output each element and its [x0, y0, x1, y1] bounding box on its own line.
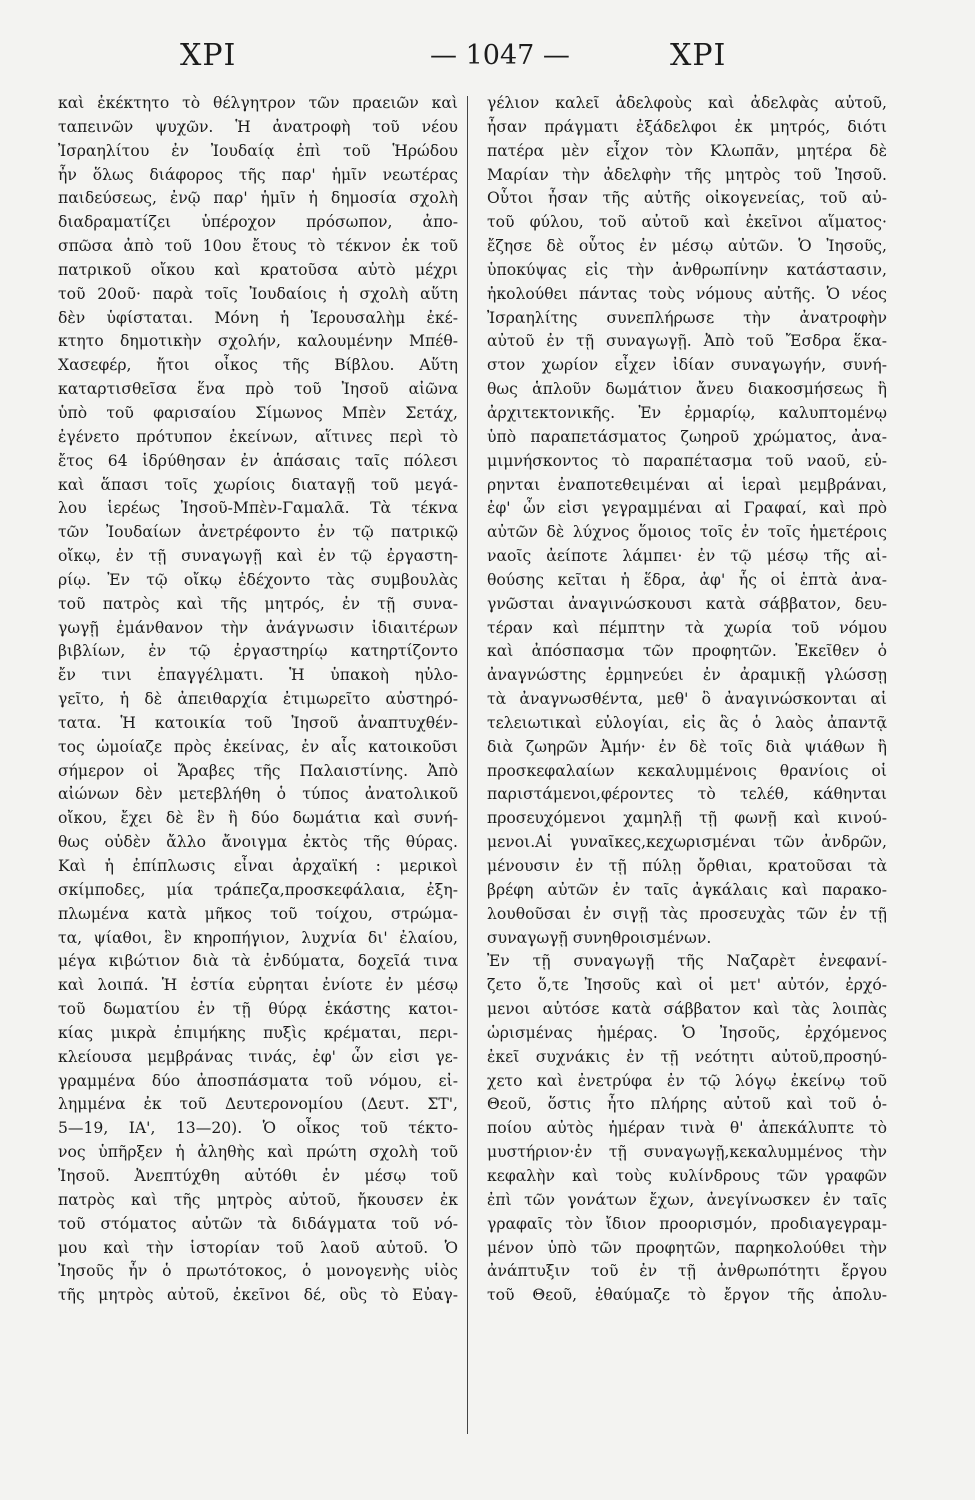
text-line: καὶ ἅπασι τοῖς χωρίοις διαταγῇ τοῦ μεγά-: [58, 475, 458, 494]
text-line: καὶ λοιπά. Ἡ ἑστία εὑρηται ἐνίοτε ἐν μέσῳ: [58, 976, 458, 995]
text-line: μένουσιν ἐν τῇ πύλῃ ὄρθιαι, κρατοῦσαι τὰ: [487, 857, 887, 875]
text-line: ρηνται ἐναποτεθειμέναι αἱ ἱεραὶ μεμβράναι,: [487, 475, 887, 494]
text-line: Ἰησοῦ. Ἀνεπτύχθη αὐτόθι ἐν μέσῳ τοῦ: [58, 1166, 458, 1185]
text-line: μενοι.Αἱ γυναῖκες,κεχωρισμέναι τῶν ἀνδρῶν,: [487, 833, 887, 852]
text-line: ἦσαν πράγματι ἐξάδελφοι ἐκ μητρός, διότι: [487, 117, 887, 136]
text-line: σήμερον οἱ Ἄραβες τῆς Παλαιστίνης. Ἀπὸ: [58, 761, 458, 780]
left-text-column: [58, 92, 458, 1308]
text-line: καταρτισθεῖσα ἕνα πρὸ τοῦ Ἰησοῦ αἰῶνα: [58, 380, 458, 399]
text-line: Ἰσραηλίτης συνεπλήρωσε τὴν ἀνατροφὴν: [487, 308, 887, 327]
text-line: Ἐν τῇ συναγωγῇ τῆς Ναζαρὲτ ἐνεφανί-: [487, 952, 887, 971]
text-line: αὐτοῦ ἐν τῇ συναγωγῇ. Ἀπὸ τοῦ Ἔσδρα ἕκα-: [487, 332, 887, 351]
text-line: διαδραματίζει ὑπέροχον πρόσωπον, ἀπο-: [58, 213, 458, 232]
text-line: τοῦ φύλου, τοῦ αὐτοῦ καὶ ἐκεῖνοι αἵματος·: [487, 213, 887, 232]
text-line: μέγα κιβώτιον διὰ τὰ ἐνδύματα, δοχεῖά τινα: [58, 952, 458, 971]
text-line: τος ὡμοίαζε πρὸς ἐκείνας, ἐν αἷς κατοικοῦσι: [58, 737, 458, 756]
text-line: ἐφ' ὧν εἰσι γεγραμμέναι αἱ Γραφαί, καὶ πρὸ: [487, 499, 887, 518]
running-header: [60, 38, 920, 88]
text-line: παριστάμενοι,φέροντες τὸ τελέθ, κάθηνται: [487, 785, 887, 804]
text-line: ὡρισμένας ἡμέρας. Ὁ Ἰησοῦς, ἐρχόμενος: [487, 1023, 887, 1042]
text-line: ἐκεῖ συχνάκις ἐν τῇ νεότητι αὐτοῦ,προσηύ-: [487, 1047, 887, 1066]
text-line: νος ὑπῆρξεν ἡ ἀληθὴς καὶ πρώτη σχολὴ τοῦ: [58, 1143, 458, 1162]
text-line: ναοῖς ἀείποτε λάμπει· ἐν τῷ μέσῳ τῆς αἰ-: [487, 547, 887, 566]
column-divider: [467, 96, 468, 1434]
text-line: σκίμποδες, μία τράπεζα,προσκεφάλαια, ἐξη-: [58, 880, 458, 899]
text-line: λου ἱερέως Ἰησοῦ-Μπὲν-Γαμαλᾶ. Τὰ τέκνα: [58, 499, 458, 518]
text-line: Μαρίαν τὴν ἀδελφὴν τῆς μητρὸς τοῦ Ἰησοῦ.: [487, 165, 887, 184]
text-line: πατέρα μὲν εἶχον τὸν Κλωπᾶν, μητέρα δὲ: [487, 141, 887, 160]
text-line: τα, ψίαθοι, ἓν κηροπήγιον, λυχνία δι' ἐλαίου,: [58, 928, 458, 947]
text-line: μένον ὑπὸ τῶν προφητῶν, παρηκολούθει τὴν: [487, 1238, 887, 1257]
text-line: τῶν Ἰουδαίων ἀνετρέφοντο ἐν τῷ πατρικῷ: [58, 523, 458, 542]
text-line: χετο καὶ ἐνετρύφα ἐν τῷ λόγῳ ἐκείνῳ τοῦ: [487, 1071, 887, 1090]
text-line: μου καὶ τὴν ἱστορίαν τοῦ λαοῦ αὐτοῦ. Ὁ: [58, 1238, 458, 1257]
text-line: τοῦ δωματίου ἐν τῇ θύρᾳ ἑκάστης κατοι-: [58, 1000, 458, 1019]
text-line: ἦν ὅλως διάφορος τῆς παρ' ἡμῖν νεωτέρας: [58, 165, 458, 184]
text-line: ἔτος 64 ἱδρύθησαν ἐν ἁπάσαις ταῖς πόλεσι: [58, 451, 458, 470]
text-line: Καὶ ἡ ἐπίπλωσις εἶναι ἀρχαϊκή : μερικοὶ: [58, 857, 458, 875]
text-line: ποίου αὐτὸς ἡμέραν τινὰ θ' ἀπεκάλυπτε τὸ: [487, 1119, 887, 1138]
header-left-abbrev: ΧΡΙ: [180, 38, 237, 73]
text-line: θως ἁπλοῦν δωμάτιον ἄνευ διακοσμήσεως ἢ: [487, 380, 887, 399]
text-line: τοῦ στόματος αὐτῶν τὰ διδάγματα τοῦ νό-: [58, 1214, 458, 1233]
text-line: πατρὸς καὶ τῆς μητρὸς αὐτοῦ, ἤκουσεν ἐκ: [58, 1190, 458, 1209]
text-line: Ἰσραηλίτου ἐν Ἰουδαίᾳ ἐπὶ τοῦ Ἡρώδου: [58, 141, 458, 160]
text-line: κτητο δημοτικὴν σχολήν, καλουμένην Μπέθ-: [58, 332, 458, 351]
text-line: τὰ ἀναγνωσθέντα, μεθ' ὃ ἀναγινώσκονται αἱ: [487, 690, 887, 709]
text-line: θούσης κεῖται ἡ ἕδρα, ἀφ' ἧς οἱ ἑπτὰ ἀνα-: [487, 570, 887, 589]
text-line: ἀναγνώστης ἑρμηνεύει ἐν ἀραμικῇ γλώσσῃ: [487, 666, 887, 685]
text-line: γραμμένα δύο ἀποσπάσματα τοῦ νόμου, εἰ-: [58, 1071, 458, 1090]
text-line: ἀρχιτεκτονικῆς. Ἐν ἐρμαρίῳ, καλυπτομένῳ: [487, 403, 887, 422]
text-line: στον χωρίον εἶχεν ἰδίαν συναγωγήν, συνή-: [487, 356, 887, 375]
text-line: προσευχόμενοι χαμηλῇ τῇ φωνῇ καὶ κινού-: [487, 809, 887, 828]
text-line: αὐτῶν δὲ λύχνος ὅμοιος τοῖς ἐν τοῖς ἡμετέροις: [487, 523, 887, 542]
text-line: τοῦ 20οῦ· παρὰ τοῖς Ἰουδαίοις ἡ σχολὴ αὕτη: [58, 284, 458, 303]
text-line: βιβλίων, ἐν τῷ ἐργαστηρίῳ κατηρτίζοντο: [58, 642, 458, 661]
text-line: Οὗτοι ἦσαν τῆς αὐτῆς οἰκογενείας, τοῦ αὐ-: [487, 189, 887, 208]
text-line: λουθοῦσαι ἐν σιγῇ τὰς προσευχὰς τῶν ἐν τῇ: [487, 904, 887, 923]
text-line: κίας μικρὰ ἐπιμήκης πυξὶς κρέμαται, περι-: [58, 1023, 458, 1042]
text-line: κλείουσα μεμβράνας τινάς, ἐφ' ὧν εἰσι γε-: [58, 1047, 458, 1066]
text-line: ἔν τινι ἐπαγγέλματι. Ἡ ὑπακοὴ ηὐλο-: [58, 666, 458, 685]
text-line: τέραν καὶ πέμπτην τὰ χωρία τοῦ νόμου: [487, 618, 887, 637]
text-line: προσκεφαλαίων κεκαλυμμένοις θρανίοις οἱ: [487, 761, 887, 780]
text-line: γραφαῖς τὸν ἴδιον προορισμόν, προδιαγεγραμ-: [487, 1214, 887, 1233]
page-number: — 1047 —: [430, 40, 570, 71]
text-line: παιδεύσεως, ἐνῷ παρ' ἡμῖν ἡ δημοσία σχολὴ: [58, 189, 458, 208]
text-line: τατα. Ἡ κατοικία τοῦ Ἰησοῦ ἀναπτυχθέν-: [58, 713, 458, 732]
text-line: δὲν ὑφίσταται. Μόνη ἡ Ἱερουσαλὴμ ἐκέ-: [58, 308, 458, 327]
text-line: ζετο ὅ,τε Ἰησοῦς καὶ οἱ μετ' αὐτόν, ἐρχό-: [487, 976, 887, 995]
text-line: βρέφη αὐτῶν ἐν ταῖς ἀγκάλαις καὶ παρακο-: [487, 880, 887, 899]
text-line: ἐγένετο πρότυπον ἐκείνων, αἵτινες περὶ τὸ: [58, 427, 458, 446]
text-line: ἔζησε δὲ οὗτος ἐν μέσῳ αὐτῶν. Ὁ Ἰησοῦς,: [487, 237, 887, 256]
text-line: διὰ ζωηρῶν Ἀμήν· ἐν δὲ τοῖς διὰ ψιάθων ἢ: [487, 737, 887, 756]
text-line: τελειωτικαὶ εὐλογίαι, εἰς ἃς ὁ λαὸς ἀπαντᾷ: [487, 713, 887, 732]
text-line: Θεοῦ, ὅστις ἦτο πλήρης αὐτοῦ καὶ τοῦ ὁ-: [487, 1095, 887, 1114]
text-line: ἐπὶ τῶν γονάτων ἔχων, ἀνεγίνωσκεν ἐν ταῖς: [487, 1190, 887, 1209]
text-line: σπῶσα ἀπὸ τοῦ 10ου ἔτους τὸ τέκνον ἐκ τοῦ: [58, 237, 458, 256]
text-line: ὑποκύψας εἰς τὴν ἀνθρωπίνην κατάστασιν,: [487, 260, 887, 279]
text-line: γωγῇ ἐμάνθανον τὴν ἀνάγνωσιν ἰδιαιτέρων: [58, 618, 458, 637]
text-line: μιμνήσκοντος τὸ παραπέτασμα τοῦ ναοῦ, εὑ-: [487, 451, 887, 470]
text-line: κεφαλὴν καὶ τοὺς κυλίνδρους τῶν γραφῶν: [487, 1166, 887, 1185]
text-line: τῆς μητρὸς αὐτοῦ, ἐκεῖνοι δέ, οὓς τὸ Εὐαγ-: [58, 1286, 458, 1305]
text-line: Ἰησοῦς ἦν ὁ πρωτότοκος, ὁ μονογενὴς υἱὸς: [58, 1262, 458, 1281]
text-line: Χασεφέρ, ἤτοι οἶκος τῆς Βίβλου. Αὕτη: [58, 356, 458, 375]
text-line: πλωμένα κατὰ μῆκος τοῦ τοίχου, στρώμα-: [58, 904, 458, 923]
text-line: καὶ ἐκέκτητο τὸ θέλγητρον τῶν πραειῶν καὶ: [58, 94, 458, 112]
text-line: ταπεινῶν ψυχῶν. Ἡ ἀνατροφὴ τοῦ νέου: [58, 117, 458, 136]
text-line: τοῦ πατρὸς καὶ τῆς μητρός, ἐν τῇ συνα-: [58, 594, 458, 613]
text-line: γνῶσται ἀναγινώσκουσι κατὰ σάββατον, δευ-: [487, 594, 887, 613]
text-line: θως οὐδὲν ἄλλο ἄνοιγμα ἐκτὸς τῆς θύρας.: [58, 833, 458, 852]
text-line: ὑπὸ παραπετάσματος ζωηροῦ χρώματος, ἀνα-: [487, 427, 887, 446]
text-line: ρίῳ. Ἐν τῷ οἴκῳ ἐδέχοντο τὰς συμβουλὰς: [58, 570, 458, 589]
text-line: οἴκῳ, ἐν τῇ συναγωγῇ καὶ ἐν τῷ ἐργαστη-: [58, 547, 458, 566]
text-line: συναγωγῇ συνηθροισμένων.: [487, 928, 712, 947]
text-line: καὶ ἀπόσπασμα τῶν προφητῶν. Ἐκεῖθεν ὁ: [487, 642, 887, 661]
text-line: πατρικοῦ οἴκου καὶ κρατοῦσα αὐτὸ μέχρι: [58, 260, 458, 279]
text-line: ἀνάπτυξιν τοῦ ἐν τῇ ἀνθρωπότητι ἔργου: [487, 1262, 887, 1281]
text-line: ὑπὸ τοῦ φαρισαίου Σίμωνος Μπὲν Σετάχ,: [58, 403, 458, 422]
text-line: μυστήριον·ἐν τῇ συναγωγῇ,κεκαλυμμένος τὴν: [487, 1143, 887, 1162]
text-line: ἠκολούθει πάντας τοὺς νόμους αὐτῆς. Ὁ νέος: [487, 284, 887, 303]
text-line: γέλιον καλεῖ ἀδελφοὺς καὶ ἀδελφὰς αὐτοῦ,: [487, 94, 887, 112]
right-text-column: [487, 92, 887, 1308]
text-line: 5—19, ΙΑ', 13—20). Ὁ οἶκος τοῦ τέκτο-: [58, 1119, 458, 1138]
text-line: μενοι αὐτόσε κατὰ σάββατον καὶ τὰς λοιπὰς: [487, 1000, 887, 1019]
text-line: οἴκου, ἔχει δὲ ἓν ἢ δύο δωμάτια καὶ συνή-: [58, 809, 458, 828]
header-right-abbrev: ΧΡΙ: [670, 38, 727, 73]
text-line: αἰώνων δὲν μετεβλήθη ὁ τύπος ἀνατολικοῦ: [58, 785, 458, 804]
text-line: λημμένα ἐκ τοῦ Δευτερονομίου (Δευτ. ΣΤ',: [58, 1095, 458, 1114]
text-line: τοῦ Θεοῦ, ἐθαύμαζε τὸ ἔργον τῆς ἀπολυ-: [487, 1286, 887, 1305]
text-line: γεῖτο, ἡ δὲ ἀπειθαρχία ἐτιμωρεῖτο αὐστηρό-: [58, 690, 458, 709]
